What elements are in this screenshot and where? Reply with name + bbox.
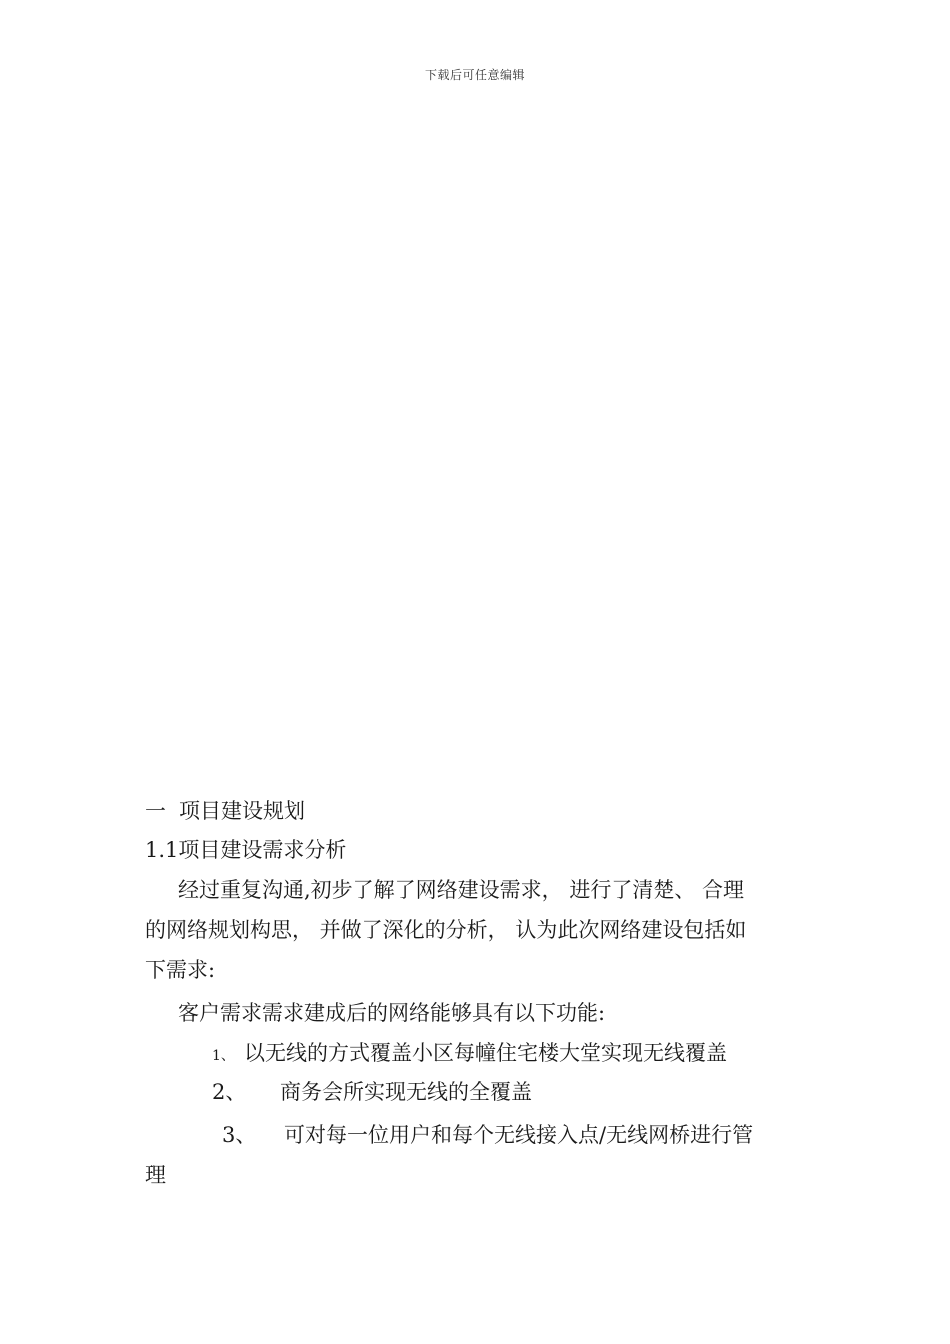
paragraph-2: 客户需求需求建成后的网络能够具有以下功能: xyxy=(178,1001,606,1025)
paragraph-1-line-1: 经过重复沟通,初步了解了网络建设需求， 进行了清楚、 合理 xyxy=(178,878,745,902)
list-item xyxy=(222,1121,753,1149)
paragraph-1-line-2: 的网络规划构思， 并做了深化的分析， 认为此次网络建设包括如 xyxy=(145,918,747,942)
list-item-text: 以无线的方式覆盖小区每幢住宅楼大堂实现无线覆盖 xyxy=(244,1041,727,1065)
list-item-marker: 3、 xyxy=(222,1123,257,1147)
subsection-heading: 1.1项目建设需求分析 xyxy=(145,838,347,862)
section-heading xyxy=(145,797,305,825)
list-item-continuation: 理 xyxy=(145,1163,166,1187)
list-item-text: 商务会所实现无线的全覆盖 xyxy=(280,1080,532,1104)
list-item xyxy=(212,1039,727,1070)
list-item-text: 可对每一位用户和每个无线接入点/无线网桥进行管 xyxy=(284,1123,754,1147)
paragraph-1-line-3: 下需求: xyxy=(145,958,216,982)
section-number: 一 xyxy=(145,799,166,823)
list-item-marker: 1、 xyxy=(212,1048,235,1064)
list-item xyxy=(212,1078,532,1106)
list-item-marker: 2、 xyxy=(212,1080,247,1104)
section-title: 项目建设规划 xyxy=(179,799,305,823)
page-header-note: 下载后可任意编辑 xyxy=(424,68,525,82)
